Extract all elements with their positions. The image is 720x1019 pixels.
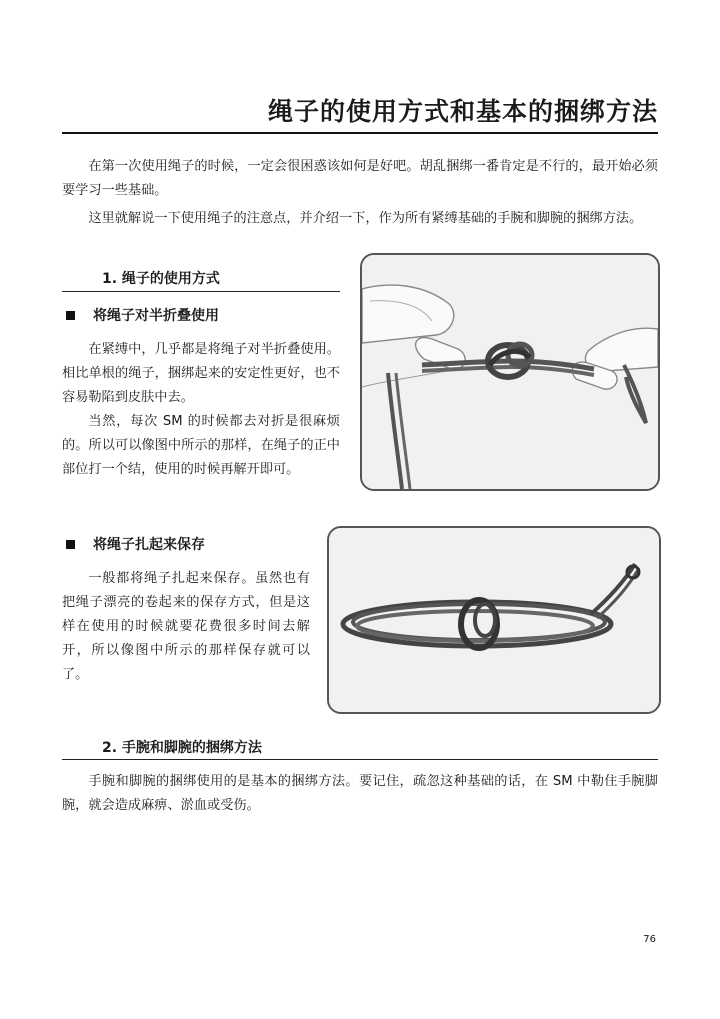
fold-paragraph-2: 当然，每次 SM 的时候都去对折是很麻烦的。所以可以像图中所示的那样，在绳子的正中部位打一个结，使用的时候再解开即可。 [62, 414, 340, 477]
section-1-heading: 1. 绳子的使用方式 [102, 271, 220, 287]
intro-paragraph-2: 这里就解说一下使用绳子的注意点，并介绍一下，作为所有紧缚基础的手腕和脚腕的捆绑方法。 [88, 211, 643, 226]
intro-paragraph-1: 在第一次使用绳子的时候，一定会很困惑该如何是好吧。胡乱捆绑一番肯定是不行的，最开始必须要学习一些基础。 [62, 159, 658, 198]
wrist-paragraph-1: 手腕和脚腕的捆绑使用的是基本的捆绑方法。要记住，疏忽这种基础的话，在 SM 中勒住手腕脚腕，就会造成麻痹、淤血或受伤。 [62, 774, 658, 813]
store-paragraph-1: 一般都将绳子扎起来保存。虽然也有把绳子漂亮的卷起来的保存方式，但是这样在使用的时候就要花费很多时间去解开，所以像图中所示的那样保存就可以了。 [62, 571, 310, 682]
subsection-store-heading [66, 534, 205, 554]
figure-folded-rope [360, 253, 660, 491]
bullet-square-icon [66, 540, 75, 549]
title-divider [62, 132, 658, 134]
figure-stored-rope [327, 526, 661, 714]
section-2-heading: 2. 手腕和脚腕的捆绑方法 [102, 740, 262, 756]
subsection-store-title: 将绳子扎起来保存 [93, 537, 205, 553]
fold-paragraph-1: 在紧缚中，几乎都是将绳子对半折叠使用。相比单根的绳子，捆绑起来的安定性更好，也不容易勒陷到皮肤中去。 [62, 342, 340, 405]
page-number: 76 [643, 934, 656, 945]
section-2-divider [62, 759, 658, 760]
subsection-fold-heading [66, 305, 219, 325]
section-1-divider [62, 291, 340, 292]
bullet-square-icon [66, 311, 75, 320]
folded-rope-illustration [362, 255, 658, 489]
stored-rope-illustration [329, 528, 659, 712]
subsection-fold-title: 将绳子对半折叠使用 [93, 308, 219, 324]
page-title: 绳子的使用方式和基本的捆绑方法 [267, 97, 658, 126]
